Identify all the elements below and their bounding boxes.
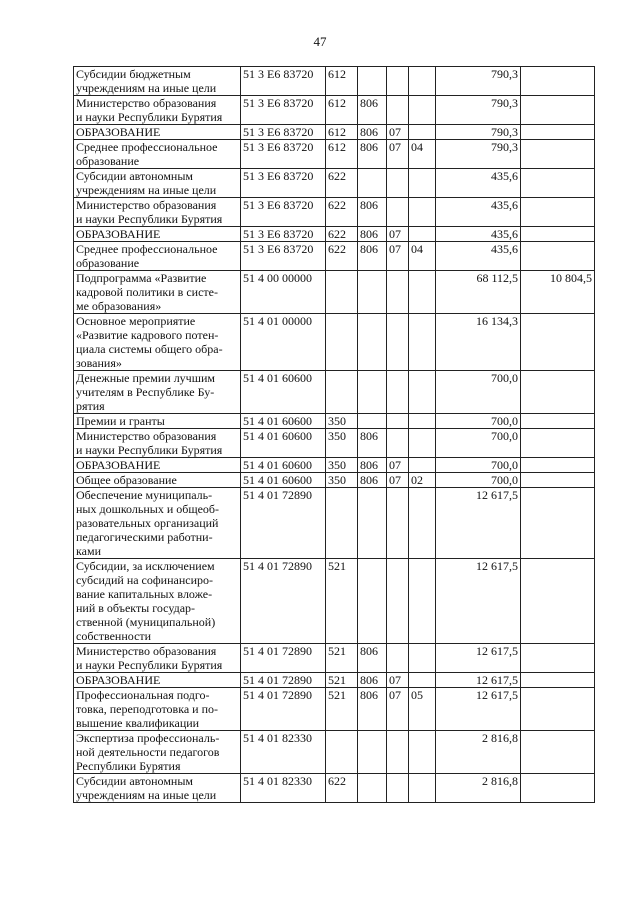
row-expense-type-cell (326, 271, 358, 314)
table-row (74, 644, 595, 673)
row-section-cell: 07 (387, 242, 409, 271)
row-subsection-cell (409, 429, 436, 458)
row-code-cell: 51 4 01 82330 (241, 731, 326, 774)
row-code-cell: 51 3 Е6 83720 (241, 198, 326, 227)
row-amount-2-cell (521, 458, 595, 473)
row-subsection-cell (409, 559, 436, 644)
row-section-cell: 07 (387, 688, 409, 731)
row-expense-type-cell: 521 (326, 673, 358, 688)
row-name-cell (74, 458, 241, 473)
budget-table (73, 66, 595, 803)
row-code-cell: 51 3 Е6 83720 (241, 227, 326, 242)
row-amount-cell: 435,6 (436, 198, 521, 227)
row-name-line: ний в объекты государ- (76, 601, 196, 615)
row-code-cell: 51 3 Е6 83720 (241, 169, 326, 198)
row-code-cell: 51 4 01 72890 (241, 673, 326, 688)
row-expense-type-cell: 622 (326, 242, 358, 271)
row-subsection-cell (409, 371, 436, 414)
table-row (74, 227, 595, 242)
row-amount-cell: 2 816,8 (436, 774, 521, 803)
row-administrator-cell (358, 371, 387, 414)
row-amount-cell: 700,0 (436, 414, 521, 429)
table-row (74, 314, 595, 371)
row-administrator-cell: 806 (358, 458, 387, 473)
table-row (74, 125, 595, 140)
row-code-cell: 51 4 01 72890 (241, 688, 326, 731)
row-name-line: учреждениям на иные цели (76, 81, 217, 95)
row-code-cell: 51 4 01 72890 (241, 644, 326, 673)
row-subsection-cell (409, 67, 436, 96)
row-section-cell: 07 (387, 458, 409, 473)
row-code-cell: 51 4 01 00000 (241, 314, 326, 371)
table-row (74, 559, 595, 644)
row-amount-cell: 16 134,3 (436, 314, 521, 371)
row-section-cell (387, 414, 409, 429)
row-name-line: собственности (76, 629, 152, 643)
row-section-cell: 07 (387, 673, 409, 688)
row-amount-2-cell: 10 804,5 (521, 271, 595, 314)
row-amount-cell: 700,0 (436, 458, 521, 473)
row-amount-2-cell (521, 96, 595, 125)
row-name-line: Обеспечение муниципаль- (76, 488, 213, 502)
row-amount-2-cell (521, 169, 595, 198)
row-subsection-cell (409, 96, 436, 125)
row-name-line: педагогическими работни- (76, 530, 213, 544)
row-expense-type-cell (326, 488, 358, 559)
row-section-cell: 07 (387, 140, 409, 169)
row-amount-2-cell (521, 688, 595, 731)
row-name-line: Премии и гранты (76, 414, 165, 428)
row-name-line: Субсидии бюджетным (76, 67, 191, 81)
table-row (74, 774, 595, 803)
row-name-line: рятия (76, 399, 105, 413)
row-name-cell (74, 371, 241, 414)
table-row (74, 271, 595, 314)
row-section-cell (387, 96, 409, 125)
row-name-line: Основное мероприятие (76, 314, 196, 328)
row-subsection-cell (409, 673, 436, 688)
row-name-line: Общее образование (76, 473, 177, 487)
row-amount-2-cell (521, 371, 595, 414)
row-amount-cell: 12 617,5 (436, 488, 521, 559)
table-row (74, 67, 595, 96)
row-expense-type-cell: 350 (326, 429, 358, 458)
row-code-cell: 51 4 01 60600 (241, 429, 326, 458)
row-name-cell (74, 644, 241, 673)
row-amount-2-cell (521, 774, 595, 803)
row-name-line: ОБРАЗОВАНИЕ (76, 227, 161, 241)
table-row (74, 429, 595, 458)
row-name-line: учителям в Республике Бу- (76, 385, 215, 399)
row-subsection-cell: 02 (409, 473, 436, 488)
row-name-line: образование (76, 256, 140, 270)
row-administrator-cell: 806 (358, 140, 387, 169)
row-code-cell: 51 4 01 60600 (241, 458, 326, 473)
row-code-cell: 51 4 01 72890 (241, 559, 326, 644)
row-expense-type-cell: 521 (326, 559, 358, 644)
row-name-cell (74, 140, 241, 169)
row-administrator-cell: 806 (358, 227, 387, 242)
row-amount-cell: 12 617,5 (436, 644, 521, 673)
row-code-cell: 51 3 Е6 83720 (241, 67, 326, 96)
row-name-cell (74, 731, 241, 774)
row-expense-type-cell: 350 (326, 473, 358, 488)
row-amount-2-cell (521, 644, 595, 673)
row-name-line: ками (76, 544, 101, 558)
row-name-line: Денежные премии лучшим (76, 371, 215, 385)
row-administrator-cell: 806 (358, 429, 387, 458)
row-amount-cell: 790,3 (436, 125, 521, 140)
row-name-line: Профессиональная подго- (76, 688, 210, 702)
row-subsection-cell (409, 169, 436, 198)
row-name-line: Экспертиза профессиональ- (76, 731, 220, 745)
row-amount-cell: 435,6 (436, 242, 521, 271)
row-amount-cell: 12 617,5 (436, 688, 521, 731)
row-administrator-cell (358, 488, 387, 559)
row-name-line: ОБРАЗОВАНИЕ (76, 458, 161, 472)
row-name-line: Министерство образования (76, 96, 217, 110)
row-expense-type-cell: 350 (326, 414, 358, 429)
row-section-cell (387, 488, 409, 559)
row-name-line: ОБРАЗОВАНИЕ (76, 673, 161, 687)
row-expense-type-cell: 521 (326, 688, 358, 731)
row-code-cell: 51 4 01 82330 (241, 774, 326, 803)
row-section-cell (387, 271, 409, 314)
row-subsection-cell (409, 644, 436, 673)
row-amount-2-cell (521, 673, 595, 688)
row-section-cell: 07 (387, 125, 409, 140)
budget-table-body (74, 67, 595, 803)
row-name-line: циала системы общего обра- (76, 342, 223, 356)
row-name-cell (74, 227, 241, 242)
row-expense-type-cell: 622 (326, 169, 358, 198)
row-amount-cell: 12 617,5 (436, 559, 521, 644)
row-name-line: ОБРАЗОВАНИЕ (76, 125, 161, 139)
row-name-cell (74, 198, 241, 227)
row-administrator-cell (358, 774, 387, 803)
row-name-line: кадровой политики в систе- (76, 285, 218, 299)
row-name-line: и науки Республики Бурятия (76, 658, 223, 672)
row-name-cell (74, 414, 241, 429)
row-amount-2-cell (521, 67, 595, 96)
row-amount-cell: 68 112,5 (436, 271, 521, 314)
row-name-line: и науки Республики Бурятия (76, 443, 223, 457)
row-section-cell (387, 644, 409, 673)
row-name-line: ственной (муниципальной) (76, 615, 216, 629)
row-code-cell: 51 3 Е6 83720 (241, 96, 326, 125)
row-administrator-cell: 806 (358, 473, 387, 488)
row-subsection-cell: 04 (409, 242, 436, 271)
row-amount-cell: 700,0 (436, 371, 521, 414)
row-expense-type-cell: 622 (326, 774, 358, 803)
row-subsection-cell (409, 271, 436, 314)
table-row (74, 242, 595, 271)
row-amount-cell: 435,6 (436, 169, 521, 198)
row-amount-2-cell (521, 314, 595, 371)
row-name-line: Среднее профессиональное (76, 140, 218, 154)
row-amount-2-cell (521, 414, 595, 429)
row-name-line: «Развитие кадрового потен- (76, 328, 219, 342)
row-section-cell (387, 67, 409, 96)
row-name-line: Среднее профессиональное (76, 242, 218, 256)
table-row (74, 458, 595, 473)
table-row (74, 688, 595, 731)
row-name-cell (74, 429, 241, 458)
row-subsection-cell (409, 198, 436, 227)
row-amount-cell: 790,3 (436, 140, 521, 169)
row-amount-cell: 12 617,5 (436, 673, 521, 688)
row-expense-type-cell: 521 (326, 644, 358, 673)
row-name-line: ной деятельности педагогов (76, 745, 220, 759)
row-name-line: вышение квалификации (76, 716, 200, 730)
row-name-cell (74, 96, 241, 125)
table-row (74, 414, 595, 429)
table-row (74, 488, 595, 559)
row-expense-type-cell (326, 731, 358, 774)
row-subsection-cell (409, 458, 436, 473)
row-administrator-cell (358, 731, 387, 774)
row-subsection-cell (409, 314, 436, 371)
row-expense-type-cell (326, 371, 358, 414)
row-expense-type-cell: 612 (326, 96, 358, 125)
row-section-cell: 07 (387, 227, 409, 242)
row-expense-type-cell: 612 (326, 125, 358, 140)
row-section-cell (387, 731, 409, 774)
row-code-cell: 51 3 Е6 83720 (241, 140, 326, 169)
table-row (74, 731, 595, 774)
row-administrator-cell: 806 (358, 644, 387, 673)
row-name-line: учреждениям на иные цели (76, 183, 217, 197)
row-administrator-cell (358, 67, 387, 96)
row-name-cell (74, 673, 241, 688)
row-name-line: вание капитальных вложе- (76, 587, 213, 601)
row-code-cell: 51 4 01 60600 (241, 473, 326, 488)
row-name-line: ных дошкольных и общеоб- (76, 502, 220, 516)
row-name-cell (74, 169, 241, 198)
row-name-line: Субсидии, за исключением (76, 559, 215, 573)
row-subsection-cell: 04 (409, 140, 436, 169)
row-amount-cell: 2 816,8 (436, 731, 521, 774)
table-row (74, 198, 595, 227)
row-administrator-cell (358, 559, 387, 644)
row-expense-type-cell: 622 (326, 198, 358, 227)
row-amount-cell: 700,0 (436, 473, 521, 488)
row-section-cell (387, 429, 409, 458)
table-row (74, 140, 595, 169)
table-row (74, 169, 595, 198)
row-name-cell (74, 125, 241, 140)
row-name-line: Субсидии автономным (76, 169, 193, 183)
row-name-cell (74, 559, 241, 644)
row-code-cell: 51 3 Е6 83720 (241, 242, 326, 271)
row-amount-cell: 700,0 (436, 429, 521, 458)
row-administrator-cell: 806 (358, 125, 387, 140)
row-code-cell: 51 4 01 60600 (241, 414, 326, 429)
row-administrator-cell (358, 271, 387, 314)
row-subsection-cell (409, 414, 436, 429)
row-expense-type-cell (326, 314, 358, 371)
row-administrator-cell (358, 414, 387, 429)
row-administrator-cell: 806 (358, 673, 387, 688)
table-row (74, 673, 595, 688)
row-amount-2-cell (521, 429, 595, 458)
row-amount-2-cell (521, 731, 595, 774)
row-name-cell (74, 688, 241, 731)
row-name-line: Министерство образования (76, 429, 217, 443)
row-amount-2-cell (521, 488, 595, 559)
row-section-cell (387, 559, 409, 644)
row-name-line: зования» (76, 356, 122, 370)
row-code-cell: 51 3 Е6 83720 (241, 125, 326, 140)
row-amount-2-cell (521, 125, 595, 140)
row-expense-type-cell: 612 (326, 67, 358, 96)
row-code-cell: 51 4 01 60600 (241, 371, 326, 414)
row-administrator-cell: 806 (358, 96, 387, 125)
row-code-cell: 51 4 00 00000 (241, 271, 326, 314)
row-name-line: учреждениям на иные цели (76, 788, 217, 802)
row-name-cell (74, 473, 241, 488)
row-administrator-cell (358, 314, 387, 371)
row-name-line: и науки Республики Бурятия (76, 212, 223, 226)
row-section-cell (387, 371, 409, 414)
page-number: 47 (313, 34, 327, 49)
row-name-line: Субсидии автономным (76, 774, 193, 788)
row-name-cell (74, 242, 241, 271)
row-amount-cell: 435,6 (436, 227, 521, 242)
row-amount-cell: 790,3 (436, 67, 521, 96)
table-row (74, 371, 595, 414)
row-name-line: Министерство образования (76, 644, 217, 658)
row-amount-2-cell (521, 473, 595, 488)
table-row (74, 96, 595, 125)
row-amount-cell: 790,3 (436, 96, 521, 125)
row-section-cell (387, 198, 409, 227)
row-subsection-cell (409, 488, 436, 559)
row-amount-2-cell (521, 140, 595, 169)
row-administrator-cell: 806 (358, 242, 387, 271)
row-subsection-cell (409, 227, 436, 242)
row-name-line: субсидий на софинансиро- (76, 573, 213, 587)
row-name-cell (74, 314, 241, 371)
row-section-cell (387, 774, 409, 803)
row-amount-2-cell (521, 227, 595, 242)
row-expense-type-cell: 612 (326, 140, 358, 169)
row-name-line: и науки Республики Бурятия (76, 110, 223, 124)
row-subsection-cell (409, 125, 436, 140)
table-row (74, 473, 595, 488)
row-name-cell (74, 488, 241, 559)
row-subsection-cell: 05 (409, 688, 436, 731)
row-subsection-cell (409, 731, 436, 774)
row-amount-2-cell (521, 198, 595, 227)
row-expense-type-cell: 622 (326, 227, 358, 242)
row-subsection-cell (409, 774, 436, 803)
row-name-line: ме образования» (76, 299, 162, 313)
row-name-line: образование (76, 154, 140, 168)
row-section-cell (387, 314, 409, 371)
row-section-cell: 07 (387, 473, 409, 488)
row-amount-2-cell (521, 559, 595, 644)
row-expense-type-cell: 350 (326, 458, 358, 473)
row-administrator-cell: 806 (358, 198, 387, 227)
row-name-line: товка, переподготовка и по- (76, 702, 219, 716)
row-amount-2-cell (521, 242, 595, 271)
row-name-cell (74, 67, 241, 96)
row-name-cell (74, 774, 241, 803)
row-administrator-cell (358, 169, 387, 198)
row-name-line: Подпрограмма «Развитие (76, 271, 207, 285)
row-section-cell (387, 169, 409, 198)
row-name-cell (74, 271, 241, 314)
row-name-line: Республики Бурятия (76, 759, 181, 773)
row-name-line: разовательных организаций (76, 516, 219, 530)
row-name-line: Министерство образования (76, 198, 217, 212)
row-administrator-cell: 806 (358, 688, 387, 731)
row-code-cell: 51 4 01 72890 (241, 488, 326, 559)
